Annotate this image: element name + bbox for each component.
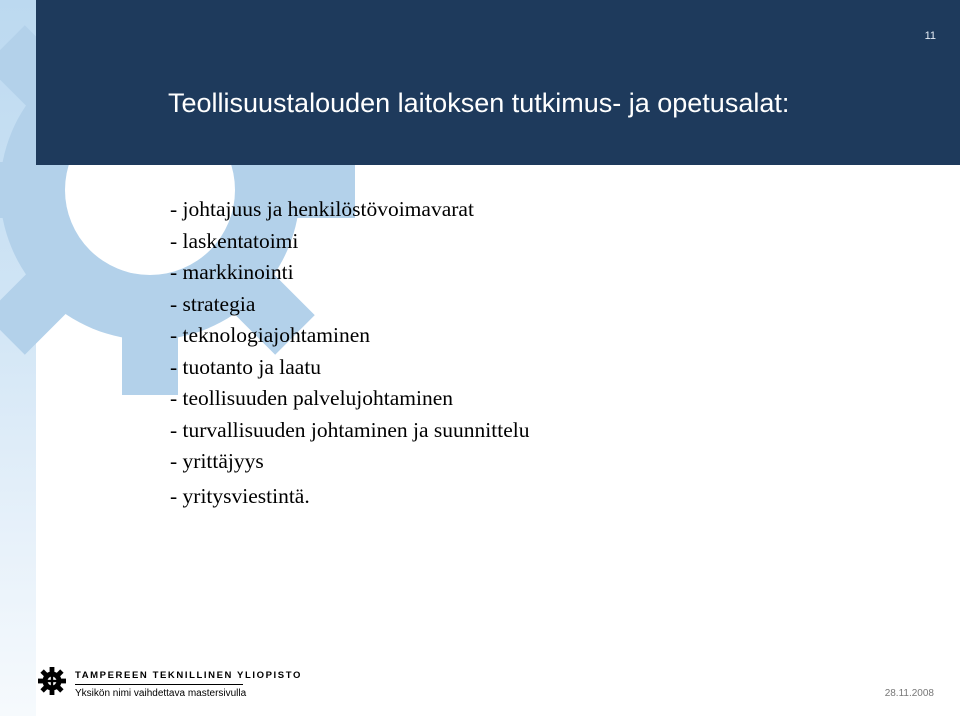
list-item: - teollisuuden palvelujohtaminen (170, 386, 454, 410)
university-logo-icon (38, 667, 66, 695)
list-item: - turvallisuuden johtaminen ja suunnittelu (170, 417, 530, 442)
footer-date: 28.11.2008 (884, 688, 934, 699)
university-name: TAMPEREEN TEKNILLINEN YLIOPISTO (75, 670, 302, 681)
list-item: - johtajuus ja henkilöstövoimavarat (170, 197, 474, 221)
footer-unit-text: Yksikön nimi vaihdettava mastersivulla (75, 688, 247, 699)
list-item: - tuotanto ja laatu (170, 354, 322, 379)
list-item: - teknologiajohtaminen (170, 323, 371, 347)
slide-title: Teollisuustalouden laitoksen tutkimus- ja opetusalat: (168, 88, 790, 118)
slide-number: 11 (924, 30, 936, 42)
list-item: - yrittäjyys (170, 449, 264, 473)
list-item: - strategia (170, 291, 256, 316)
footer-divider (75, 684, 243, 685)
topic-list (170, 196, 529, 514)
list-item: - laskentatoimi (170, 228, 299, 253)
list-item: - yritysviestintä. (170, 483, 310, 508)
header-band (36, 0, 960, 165)
list-item: - markkinointi (170, 260, 294, 284)
